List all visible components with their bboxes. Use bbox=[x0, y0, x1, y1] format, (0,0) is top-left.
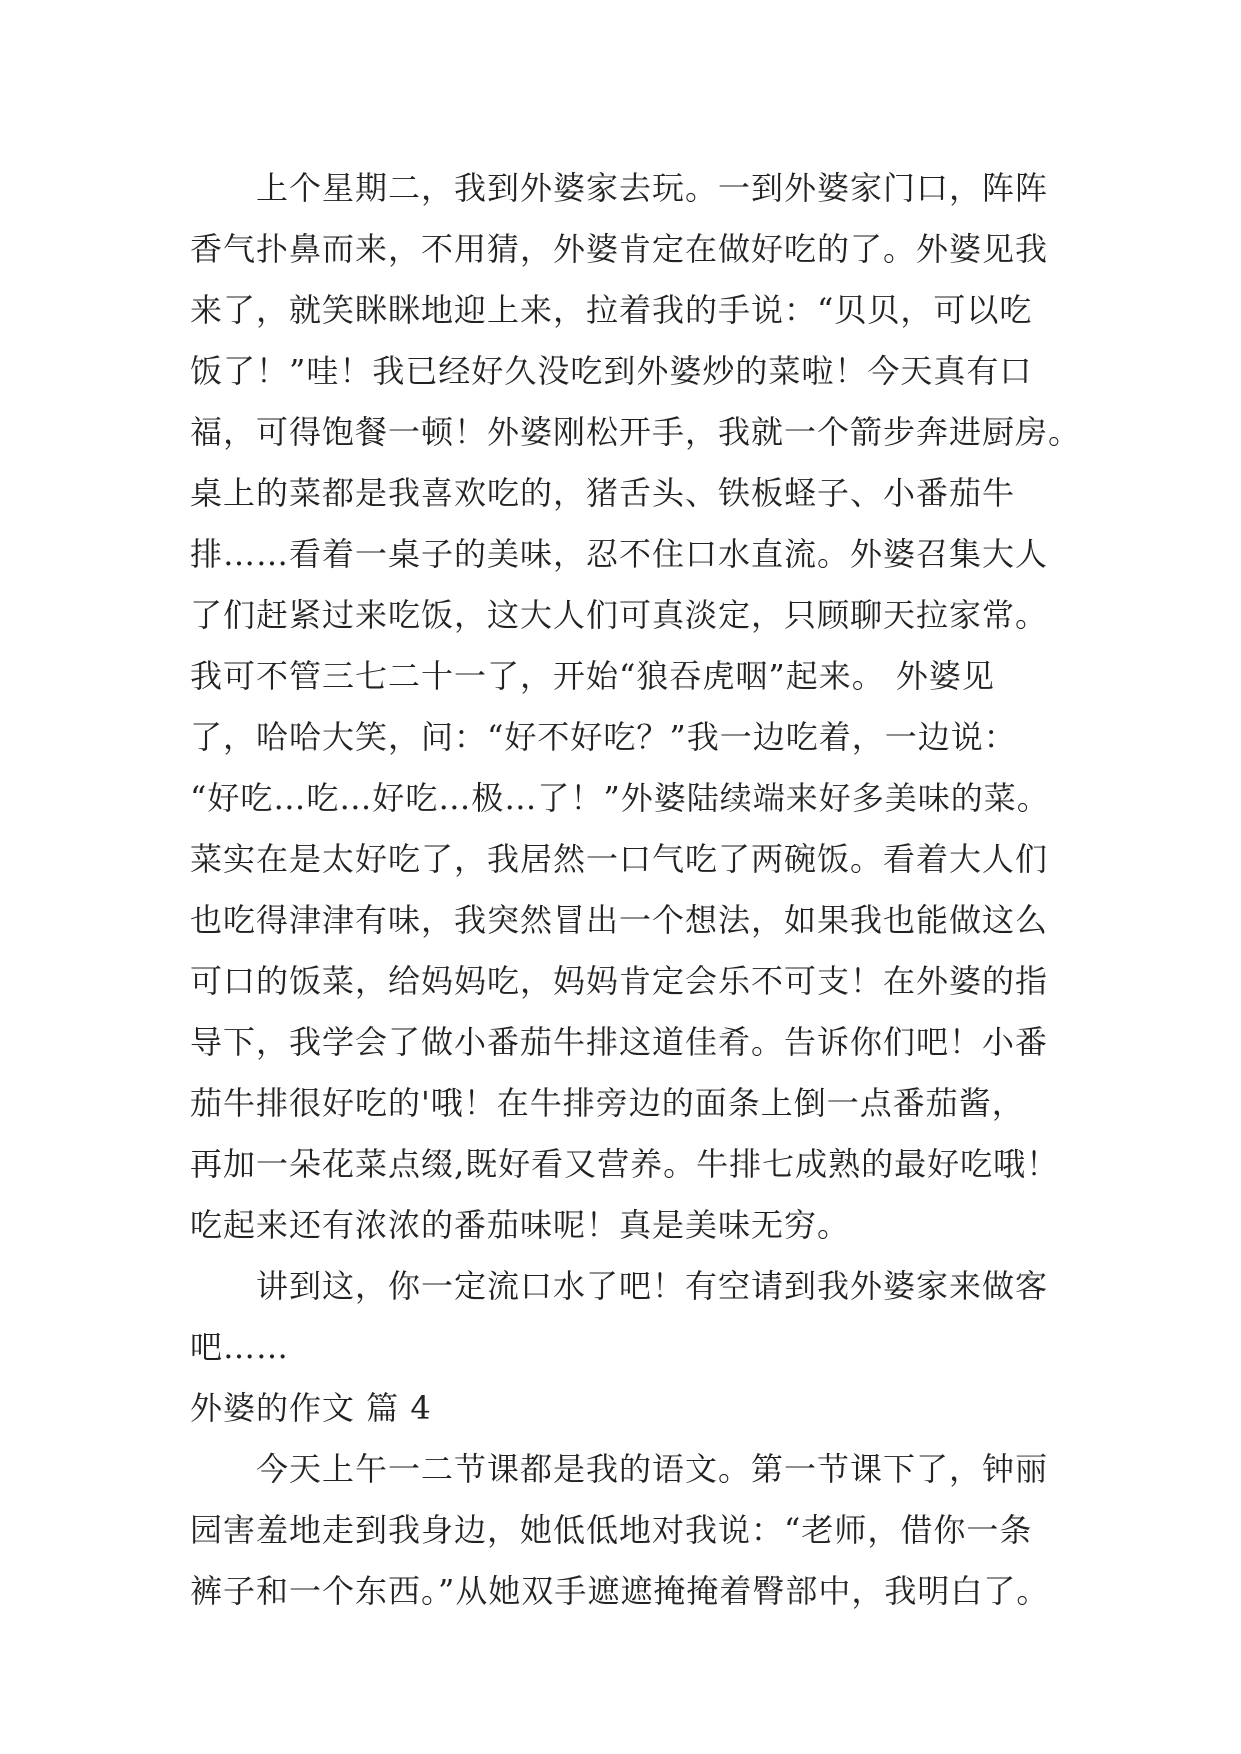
paragraph-line: 我可不管三七二十一了，开始“狼吞虎咽”起来。 外婆见 bbox=[190, 657, 995, 695]
paragraph-line: 吃起来还有浓浓的番茄味呢！真是美味无穷。 bbox=[190, 1206, 851, 1244]
paragraph-line: 裤子和一个东西。”从她双手遮遮掩掩着臀部中，我明白了。 bbox=[190, 1572, 1050, 1610]
paragraph-line: 菜实在是太好吃了，我居然一口气吃了两碗饭。看着大人们 bbox=[190, 840, 1049, 878]
section-heading: 外婆的作文 篇 4 bbox=[190, 1389, 432, 1427]
paragraph-line: 来了，就笑眯眯地迎上来，拉着我的手说：“贝贝，可以吃 bbox=[190, 291, 1033, 329]
paragraph-line: 茄牛排很好吃的'哦！在牛排旁边的面条上倒一点番茄酱， bbox=[190, 1084, 1025, 1122]
paragraph-line: 上个星期二，我到外婆家去玩。一到外婆家门口，阵阵 bbox=[256, 169, 1049, 207]
paragraph-line: 香气扑鼻而来，不用猜，外婆肯定在做好吃的了。外婆见我 bbox=[190, 230, 1049, 268]
paragraph-line: 了们赶紧过来吃饭，这大人们可真淡定，只顾聊天拉家常。 bbox=[190, 596, 1049, 634]
paragraph-line: 桌上的菜都是我喜欢吃的，猪舌头、铁板蛏子、小番茄牛 bbox=[190, 474, 1016, 512]
paragraph-line: “好吃…吃…好吃…极…了！”外婆陆续端来好多美味的菜。 bbox=[190, 779, 1050, 817]
paragraph-line: 可口的饭菜，给妈妈吃，妈妈肯定会乐不可支！在外婆的指 bbox=[190, 962, 1049, 1000]
paragraph-line: 再加一朵花菜点缀,既好看又营养。牛排七成熟的最好吃哦！ bbox=[190, 1145, 1060, 1183]
paragraph-line: 排……看着一桌子的美味，忍不住口水直流。外婆召集大人 bbox=[190, 535, 1049, 573]
paragraph-line: 今天上午一二节课都是我的语文。第一节课下了，钟丽 bbox=[256, 1450, 1049, 1488]
paragraph-line: 讲到这，你一定流口水了吧！有空请到我外婆家来做客 bbox=[256, 1267, 1049, 1305]
paragraph-line: 也吃得津津有味，我突然冒出一个想法，如果我也能做这么 bbox=[190, 901, 1049, 939]
paragraph-line: 了，哈哈大笑，问：“好不好吃？”我一边吃着，一边说： bbox=[190, 718, 1017, 756]
paragraph-line: 饭了！”哇！我已经好久没吃到外婆炒的菜啦！今天真有口 bbox=[190, 352, 1033, 390]
article-body bbox=[190, 158, 1080, 1622]
paragraph-line: 福，可得饱餐一顿！外婆刚松开手，我就一个箭步奔进厨房。 bbox=[190, 413, 1082, 451]
paragraph-line: 园害羞地走到我身边，她低低地对我说：“老师，借你一条 bbox=[190, 1511, 1033, 1549]
paragraph-line: 吧…… bbox=[190, 1328, 290, 1366]
paragraph-line: 导下，我学会了做小番茄牛排这道佳肴。告诉你们吧！小番 bbox=[190, 1023, 1049, 1061]
